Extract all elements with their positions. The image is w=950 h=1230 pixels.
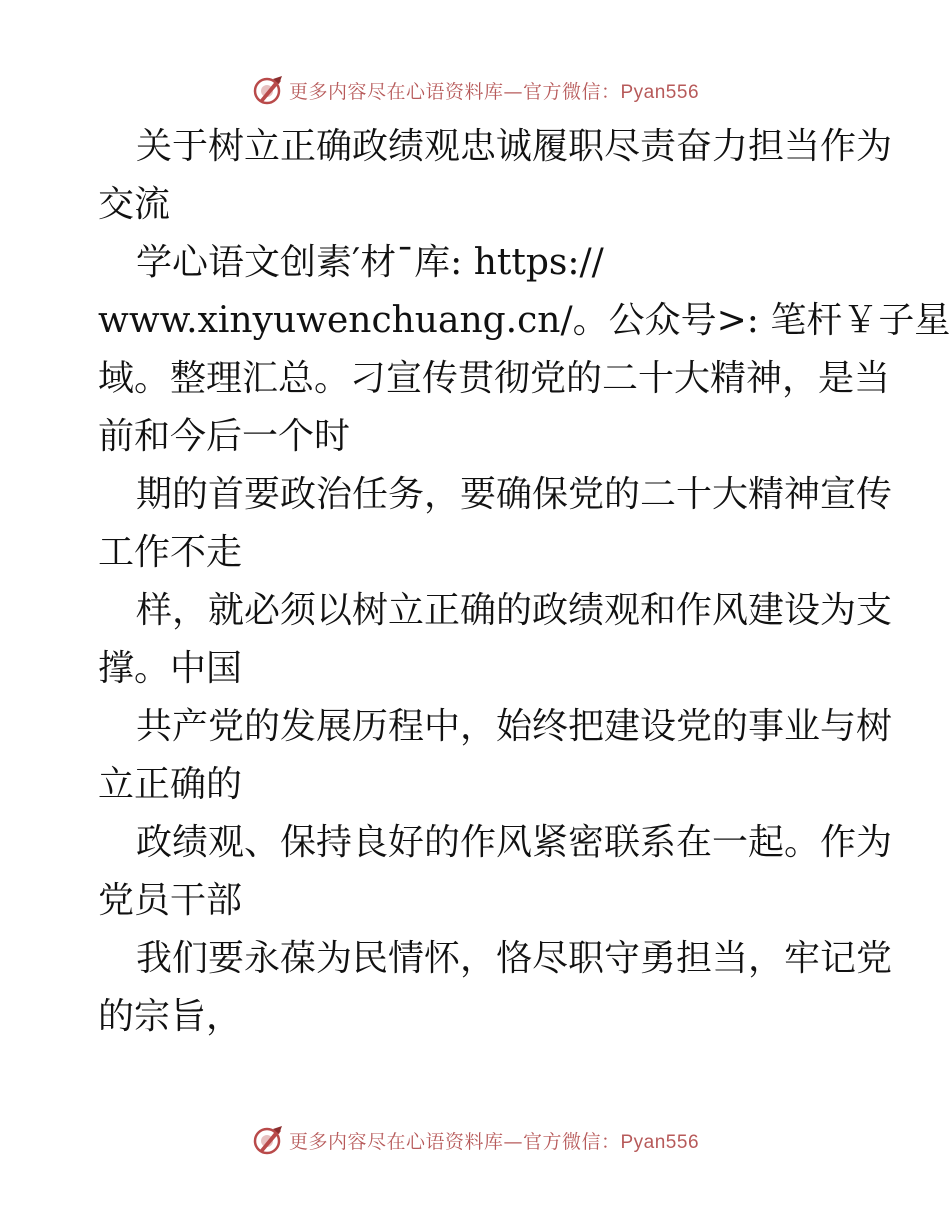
text-line: 立正确的 (98, 764, 243, 805)
quill-logo-icon (251, 73, 285, 107)
footer-brand: 更多内容尽在心语资料库 (288, 1130, 504, 1153)
banner-brand: 更多内容尽在心语资料库 (288, 80, 504, 103)
header-banner (0, 70, 950, 110)
footer-wechat-label: 官方微信： (522, 1130, 621, 1153)
text-line: 域。整理汇总。刁宣传贯彻党的二十大精神，是当 (98, 358, 891, 399)
footer-dash: — (503, 1130, 523, 1153)
text-line: 期的首要政治任务，要确保党的二十大精神宣传 (136, 474, 893, 515)
footer-wechat-id: Pyan556 (620, 1131, 700, 1153)
text-line: 关于树立正确政绩观忠诚履职尽责奋力担当作为 (136, 126, 893, 167)
text-line: 工作不走 (98, 532, 243, 573)
banner-wechat-id: Pyan556 (620, 81, 700, 103)
quill-logo-icon (251, 1123, 285, 1157)
text-line: 前和今后一个时 (98, 416, 351, 457)
text-line: 的宗旨， (98, 996, 243, 1037)
document-body (98, 118, 950, 1046)
banner-dash: — (503, 80, 523, 103)
text-line: 撑。中国 (98, 648, 243, 689)
text-line: 学心语文创素′材¯库: https:// (136, 242, 604, 283)
text-line: www.xinyuwenchuang.cn/。公众号>: 笔杆￥子星 (98, 300, 950, 341)
text-line: 共产党的发展历程中，始终把建设党的事业与树 (136, 706, 893, 747)
text-line: 政绩观、保持良好的作风紧密联系在一起。作为 (136, 822, 893, 863)
footer-banner (0, 1120, 950, 1160)
banner-wechat-label: 官方微信： (522, 80, 621, 103)
text-line: 样，就必须以树立正确的政绩观和作风建设为支 (136, 590, 893, 631)
text-line: 党员干部 (98, 880, 243, 921)
text-line: 交流 (98, 184, 171, 225)
text-line: 我们要永葆为民情怀，恪尽职守勇担当，牢记党 (136, 938, 893, 979)
